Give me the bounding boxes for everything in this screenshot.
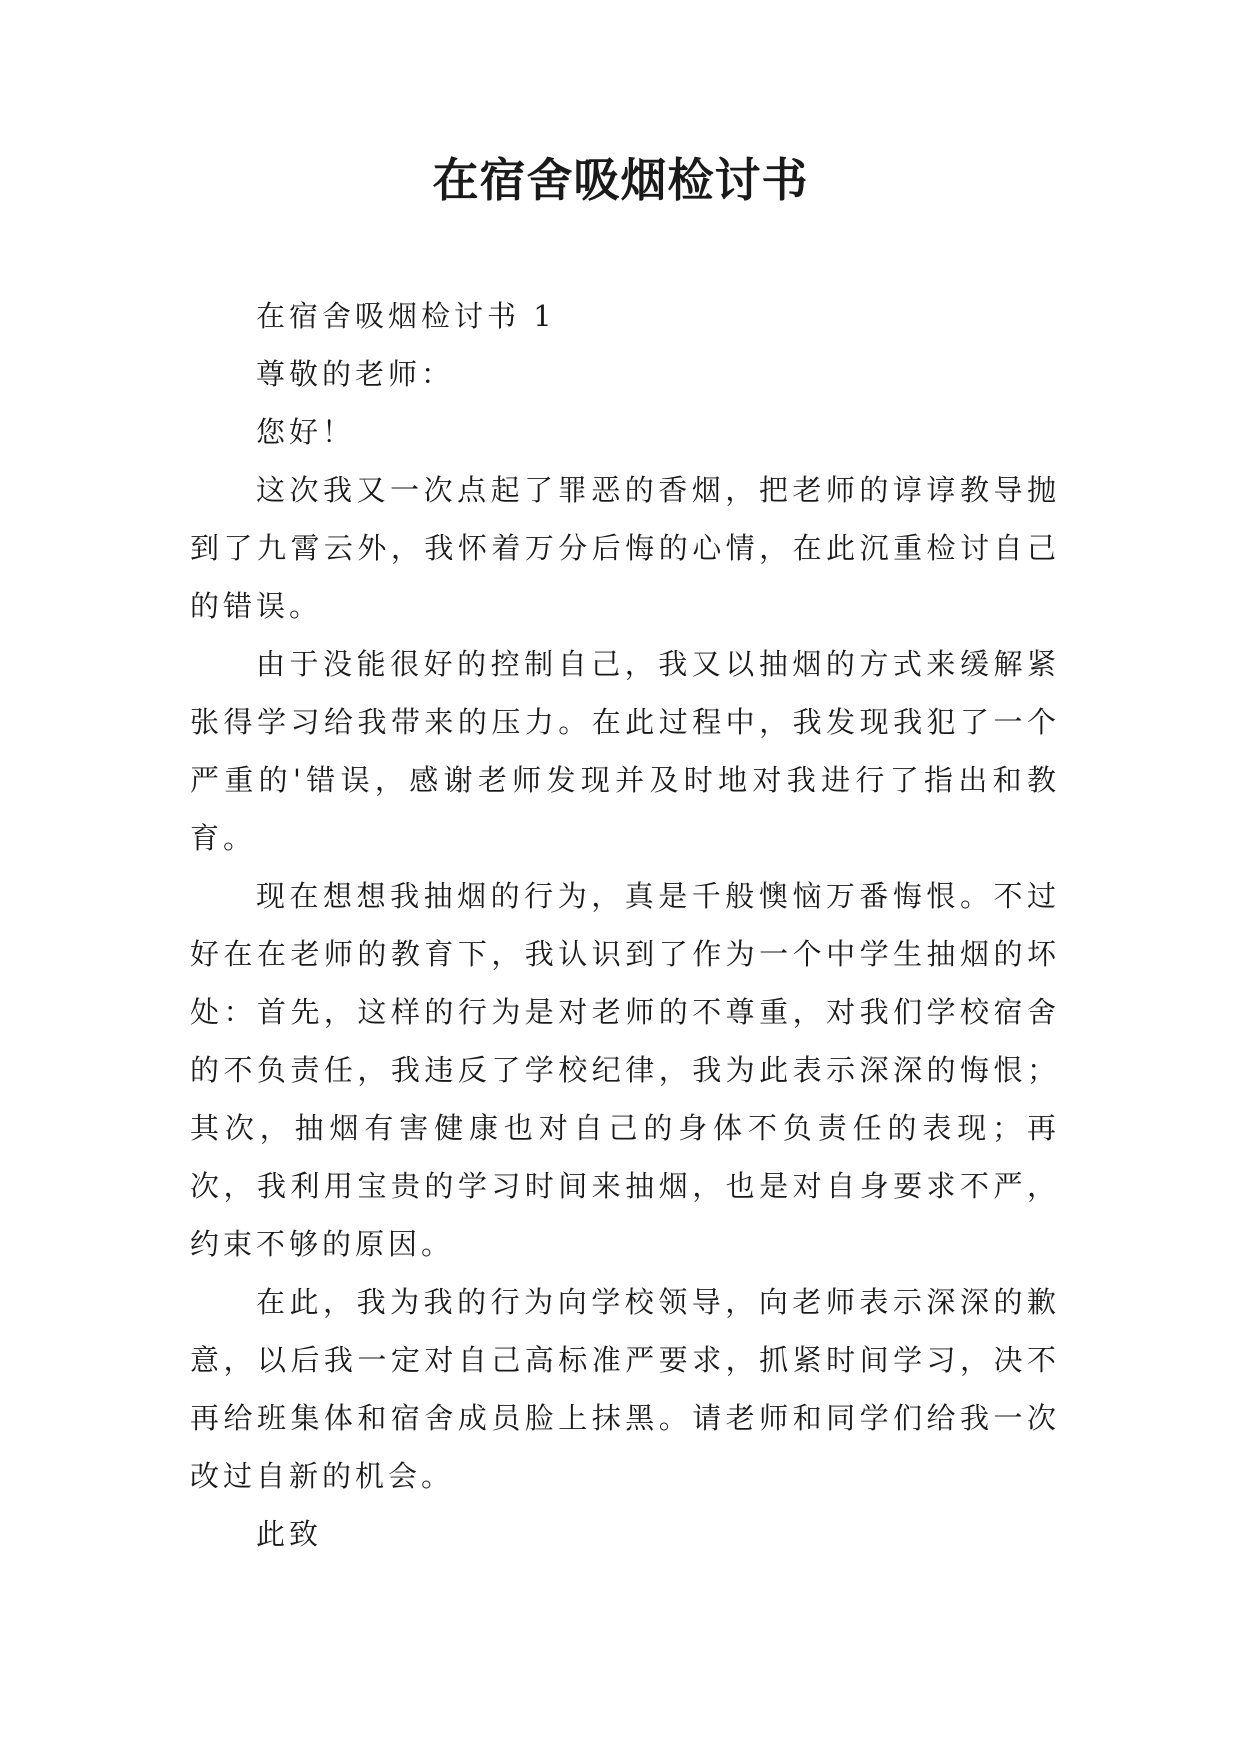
document-title: 在宿舍吸烟检讨书 [432,153,809,207]
body-paragraph: 这次我又一次点起了罪恶的香烟，把老师的谆谆教导抛到了九霄云外，我怀着万分后悔的心情，在此沉重检讨自己的错误。 [190,473,1060,623]
section-heading: 在宿舍吸烟检讨书 1 [256,299,556,333]
body-paragraph: 现在想想我抽烟的行为，真是千般懊恼万番悔恨。不过好在在老师的教育下，我认识到了作为一个中学生抽烟的坏处：首先，这样的行为是对老师的不尊重，对我们学校宿舍的不负责任，我违反了学校纪律，我为此表示深深的悔恨；其次，抽烟有害健康也对自己的身体不负责任的表现；再次，我利用宝贵的学习时间来抽烟，也是对自身要求不严，约束不够的原因。 [190,879,1060,1261]
salutation: 尊敬的老师： [256,357,455,391]
body-paragraph: 由于没能很好的控制自己，我又以抽烟的方式来缓解紧张得学习给我带来的压力。在此过程中，我发现我犯了一个严重的'错误，感谢老师发现并及时地对我进行了指出和教育。 [190,647,1060,855]
closing-phrase: 此致 [256,1517,323,1551]
greeting: 您好！ [256,415,356,449]
document-body [190,287,1060,1563]
body-paragraph: 在此，我为我的行为向学校领导，向老师表示深深的歉意，以后我一定对自己高标准严要求，抓紧时间学习，决不再给班集体和宿舍成员脸上抹黑。请老师和同学们给我一次改过自新的机会。 [190,1285,1060,1493]
